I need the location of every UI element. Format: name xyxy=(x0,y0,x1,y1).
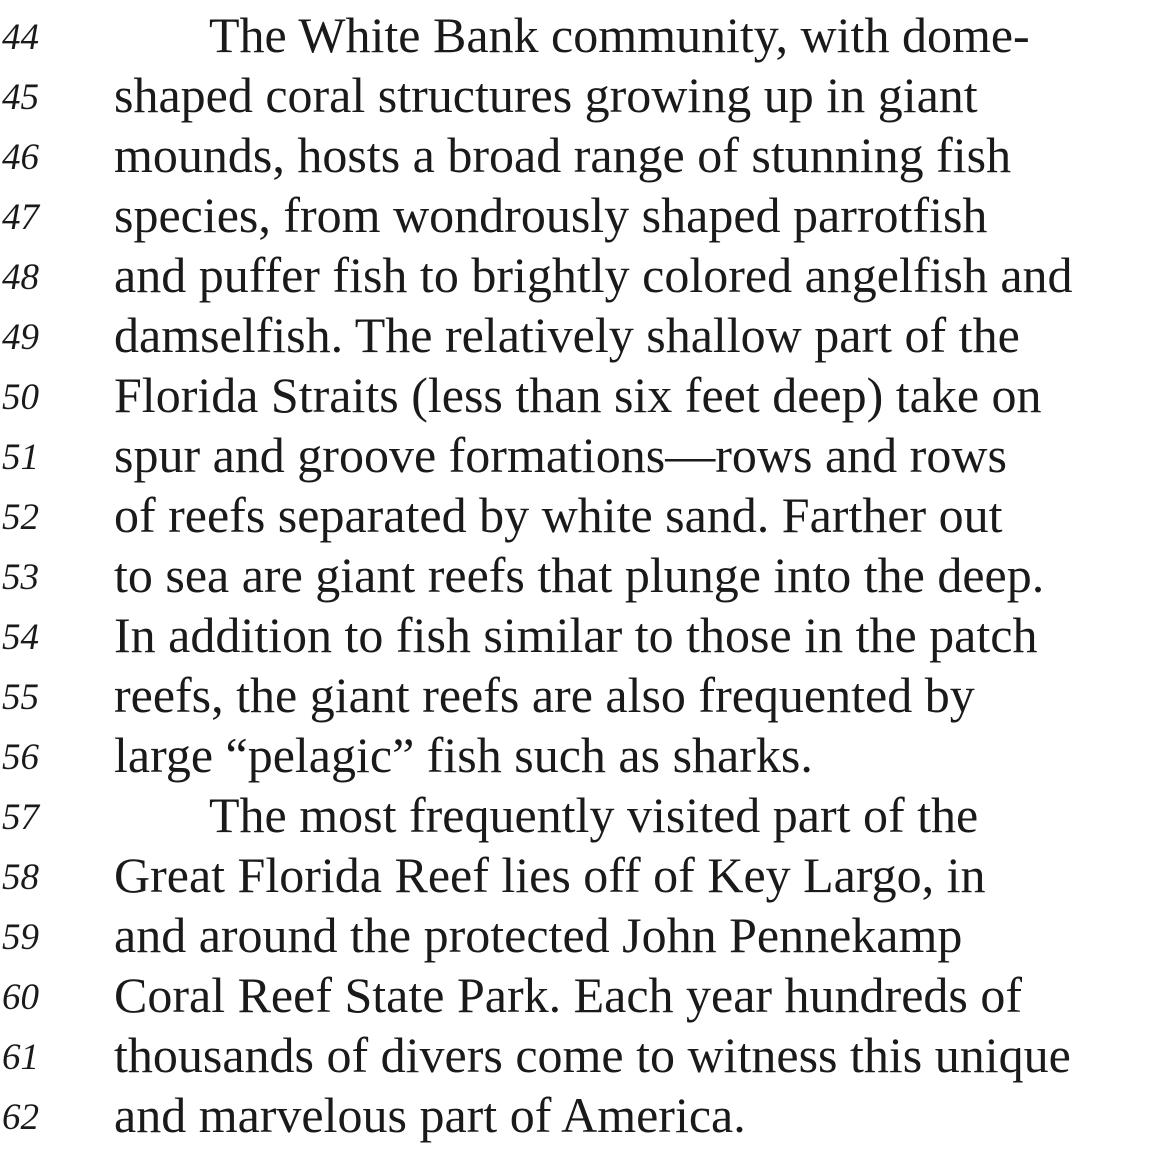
line-text: The most frequently visited part of the xyxy=(209,787,979,843)
line-number: 52 xyxy=(2,497,39,538)
line-text: shaped coral structures growing up in giant xyxy=(114,67,978,123)
line-number: 50 xyxy=(2,377,39,418)
passage-line xyxy=(0,246,1166,306)
line-text: and around the protected John Pennekamp xyxy=(114,907,963,963)
passage-line xyxy=(0,906,1166,966)
passage-line xyxy=(0,966,1166,1026)
line-text: Florida Straits (less than six feet deep) take on xyxy=(114,367,1042,423)
line-text: and puffer fish to brightly colored angelfish and xyxy=(114,247,1073,303)
passage-line xyxy=(0,486,1166,546)
passage-line xyxy=(0,786,1166,846)
line-number: 45 xyxy=(2,77,39,118)
passage-line xyxy=(0,66,1166,126)
line-text: thousands of divers come to witness this unique xyxy=(114,1027,1071,1083)
passage-line xyxy=(0,126,1166,186)
line-text: species, from wondrously shaped parrotfish xyxy=(114,187,988,243)
line-number: 53 xyxy=(2,557,39,598)
passage-line xyxy=(0,1086,1166,1146)
line-text: mounds, hosts a broad range of stunning fish xyxy=(114,127,1012,183)
passage-line xyxy=(0,546,1166,606)
line-number: 49 xyxy=(2,317,39,358)
line-number: 54 xyxy=(2,617,39,658)
line-text: reefs, the giant reefs are also frequented by xyxy=(114,667,975,723)
passage-line xyxy=(0,426,1166,486)
line-number: 59 xyxy=(2,917,39,958)
line-number: 55 xyxy=(2,677,39,718)
line-text: The White Bank community, with dome- xyxy=(209,7,1030,63)
line-text: damselfish. The relatively shallow part of the xyxy=(114,307,1020,363)
passage-line xyxy=(0,306,1166,366)
line-text: spur and groove formations—rows and rows xyxy=(114,427,1007,483)
line-number: 62 xyxy=(2,1097,39,1138)
line-text: In addition to fish similar to those in the patch xyxy=(114,607,1038,663)
line-text: Great Florida Reef lies off of Key Largo, in xyxy=(114,847,986,903)
line-text: Coral Reef State Park. Each year hundreds of xyxy=(114,967,1023,1023)
line-number: 56 xyxy=(2,737,39,778)
passage-line xyxy=(0,726,1166,786)
line-number: 47 xyxy=(2,197,39,238)
passage-line xyxy=(0,6,1166,66)
passage-line xyxy=(0,186,1166,246)
passage-line xyxy=(0,1026,1166,1086)
line-number: 57 xyxy=(2,797,39,838)
passage-line xyxy=(0,606,1166,666)
line-number: 60 xyxy=(2,977,39,1018)
line-text: large “pelagic” fish such as sharks. xyxy=(114,727,813,783)
line-text: of reefs separated by white sand. Farther out xyxy=(114,487,1003,543)
line-number: 44 xyxy=(2,17,39,58)
line-number: 51 xyxy=(2,437,39,478)
line-text: to sea are giant reefs that plunge into the deep. xyxy=(114,547,1045,603)
line-number: 61 xyxy=(2,1037,39,1078)
line-number: 46 xyxy=(2,137,39,178)
passage-line xyxy=(0,666,1166,726)
line-number: 58 xyxy=(2,857,39,898)
line-text: and marvelous part of America. xyxy=(114,1087,746,1143)
line-number: 48 xyxy=(2,257,39,298)
passage-line xyxy=(0,366,1166,426)
passage-line xyxy=(0,846,1166,906)
